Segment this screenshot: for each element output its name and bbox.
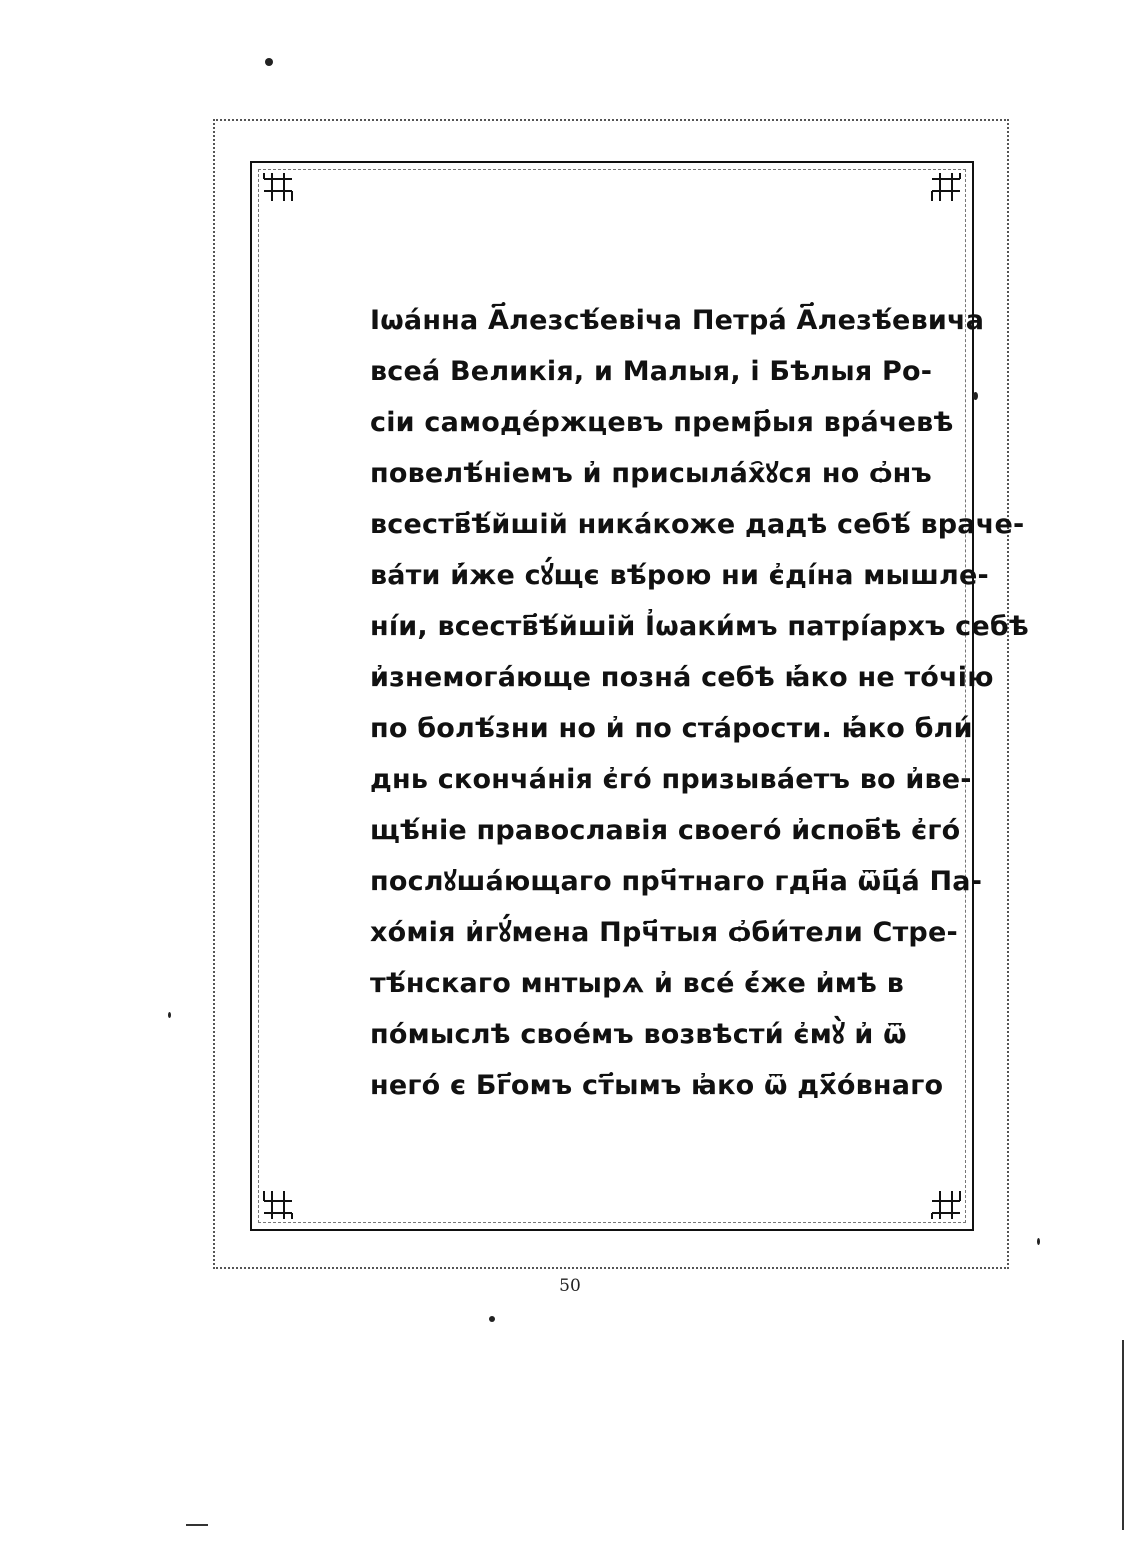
text-line: всеств҃ѣ́йшій никáкоже дадѣ себѣ́ враче- <box>370 509 1025 540</box>
scan-speck <box>489 1316 495 1322</box>
text-line: щѣ́ніе православія своегó и҆спов҃ѣ є҆гó <box>370 815 961 846</box>
scan-speck <box>265 58 273 66</box>
text-line: всеа́ Великія, и Малыя, і Бѣлыя Ро- <box>370 356 933 387</box>
corner-ornament-icon <box>260 169 296 205</box>
scan-speck <box>973 392 978 400</box>
text-line: Іωа́нна А҃лезсѣ́евіча Петра́ А҃лезѣ́евича <box>370 305 985 336</box>
text-line: сіи самодéржцевъ премр҃ыя врáчевѣ <box>370 407 954 438</box>
text-line: тѣ́нскаго мнтырѧ и҆ всé є҆́же и҆мѣ в <box>370 968 905 999</box>
scan-mark <box>186 1524 208 1526</box>
text-line: днь скончáнія є҆гó призывáетъ во и҆ве- <box>370 764 972 795</box>
text-line: и҆знемогáюще познá себѣ ꙗ҆́ко не тóчію <box>370 662 994 693</box>
text-line: повелѣ́ніемъ и҆ присылáх҄ꙋся но ѻ҆нъ <box>370 458 932 489</box>
scan-speck <box>1037 1238 1040 1245</box>
text-line: нíи, всеств҃ѣ́йшій І҆ѡаки́мъ патрíархъ себѣ <box>370 611 1029 642</box>
text-line: пóмыслѣ своéмъ возвѣсти́ є҆мꙋ̀ и҆ ѿ <box>370 1019 907 1050</box>
corner-ornament-icon <box>928 1187 964 1223</box>
text-line: хóмія и҆гꙋ́мена Прч҃тыя ѻ҆би́тели Стре- <box>370 917 958 948</box>
text-line: по болѣ́зни но и҆ по стáрости. ꙗ҆́ко бли́ <box>370 713 973 744</box>
corner-ornament-icon <box>260 1187 296 1223</box>
church-slavonic-text <box>370 295 1029 1111</box>
scan-speck <box>168 1012 171 1018</box>
corner-ornament-icon <box>928 169 964 205</box>
text-line: послꙋшáющаго прч҃тнаго гдн҃а ѿц҃á Па- <box>370 866 983 897</box>
inner-border-frame <box>250 161 1029 1231</box>
text-line: негó є Бг҃омъ ст҃ымъ ꙗ҆ко ѿ дх҃óвнаго <box>370 1070 944 1101</box>
page-number: 50 <box>559 1276 581 1296</box>
text-line: вáти и҆́же сꙋ́щє вѣ́рою ни є҆ді́на мышле- <box>370 560 989 591</box>
scan-mark <box>1122 1340 1124 1530</box>
